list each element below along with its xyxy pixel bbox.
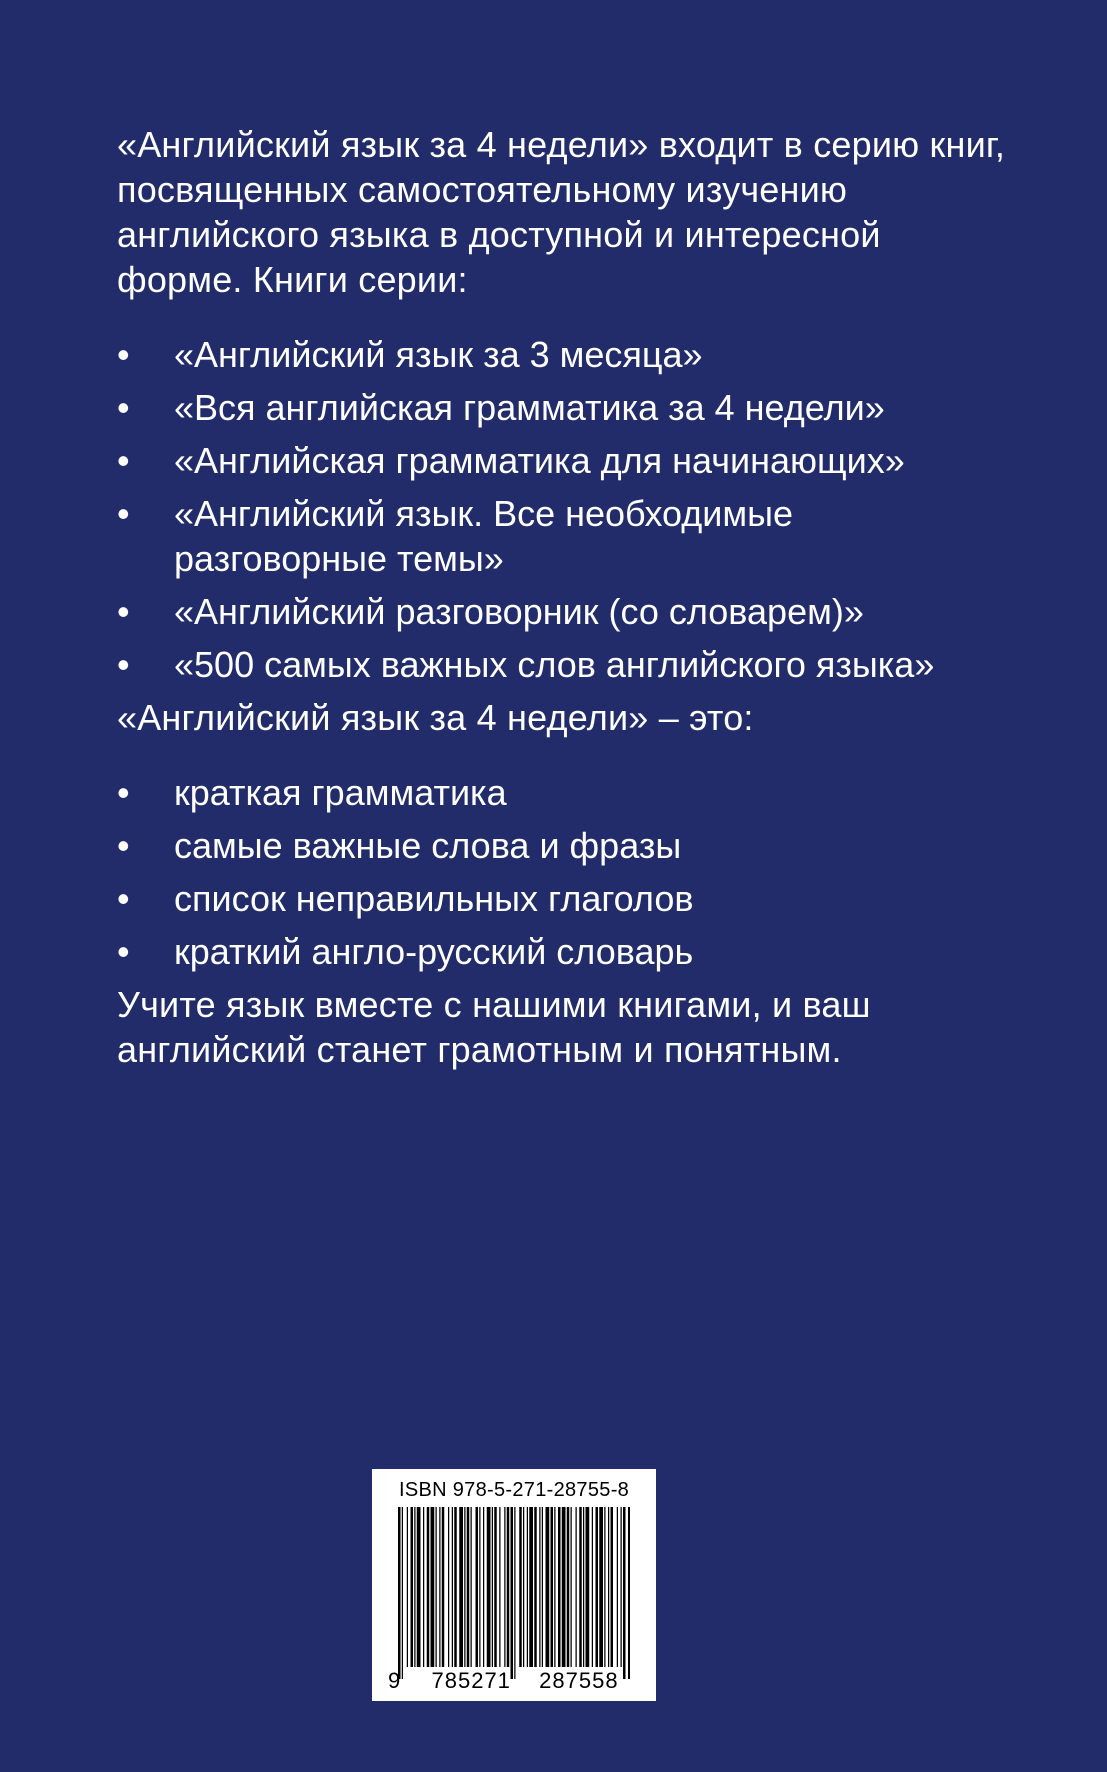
list-item: • «Вся английская грамматика за 4 недели»	[117, 387, 885, 428]
barcode-bar	[558, 1507, 561, 1667]
barcode-bar	[576, 1507, 577, 1667]
barcode-bar	[562, 1507, 566, 1667]
ean-left-digits: 785271	[431, 1668, 511, 1693]
barcode-bar	[504, 1507, 505, 1667]
bullet-icon: •	[117, 644, 130, 685]
barcode-bar	[608, 1507, 609, 1667]
barcode-bar	[617, 1507, 618, 1667]
back-cover-text	[117, 122, 1007, 1072]
barcode-bar	[539, 1507, 540, 1667]
list-item: • краткая грамматика	[117, 772, 507, 813]
features-list	[117, 770, 1007, 974]
bullet-icon: •	[117, 931, 130, 972]
bullet-icon: •	[117, 825, 130, 866]
closing-paragraph: Учите язык вместе с нашими книгами, и ваш английский станет грамотным и понятным.	[117, 984, 871, 1070]
bullet-icon: •	[117, 387, 130, 428]
features-title: «Английский язык за 4 недели» – это:	[117, 697, 754, 738]
barcode-bar	[546, 1507, 550, 1667]
barcode-bar	[567, 1507, 570, 1667]
barcode-bar	[423, 1507, 424, 1667]
list-item: • самые важные слова и фразы	[117, 825, 682, 866]
list-item: • «Английский язык за 3 месяца»	[117, 334, 703, 375]
barcode-bar	[527, 1507, 528, 1667]
isbn-barcode	[372, 1469, 656, 1701]
barcode-bar	[579, 1507, 582, 1667]
list-item: • «Английский разговорник (со словарем)»	[117, 591, 864, 632]
barcode-bar	[417, 1507, 421, 1667]
barcode-bar	[583, 1507, 584, 1667]
barcode-bar	[507, 1507, 510, 1667]
barcode-bar	[529, 1507, 533, 1667]
barcode-bar	[459, 1507, 463, 1667]
barcode-bar	[436, 1507, 437, 1667]
intro-paragraph: «Английский язык за 4 недели» входит в серию книг, посвященных самостоятельному изучению английского языка в доступной и интересной форме. Книги серии:	[117, 124, 1006, 300]
barcode-bar	[499, 1507, 500, 1667]
barcode-bar	[514, 1507, 515, 1679]
barcode-bar	[596, 1507, 599, 1667]
barcode-bar	[414, 1507, 415, 1667]
barcode-bar	[623, 1507, 626, 1679]
barcode-bar	[448, 1507, 449, 1667]
barcode-bar	[487, 1507, 491, 1667]
barcode-bar	[554, 1507, 555, 1667]
isbn-label: ISBN 978-5-271-28755-8	[399, 1479, 630, 1501]
barcode-bar	[586, 1507, 590, 1667]
barcode-bar	[604, 1507, 605, 1667]
barcode-bar	[571, 1507, 572, 1667]
ean-lead-digit: 9	[388, 1668, 402, 1693]
barcode-bar	[476, 1507, 479, 1667]
barcode-bar	[611, 1507, 614, 1667]
barcode-bar	[621, 1507, 622, 1667]
bullet-icon: •	[117, 772, 130, 813]
list-item: • «500 самых важных слов английского языка»	[117, 644, 935, 685]
barcode-bar	[592, 1507, 593, 1667]
barcode-bar	[439, 1507, 440, 1667]
barcode-bar	[523, 1507, 524, 1667]
list-item: • краткий англо-русский словарь	[117, 931, 694, 972]
series-list	[117, 332, 1007, 687]
bullet-icon: •	[117, 878, 130, 919]
barcode-bar	[452, 1507, 453, 1667]
barcode-bar	[402, 1507, 403, 1679]
ean-digits	[388, 1668, 638, 1694]
barcode-bar	[398, 1507, 401, 1679]
barcode-bar	[628, 1507, 630, 1679]
barcode-bar	[599, 1507, 603, 1667]
barcode-bar	[464, 1507, 465, 1667]
list-item: • «Английский язык. Все необходимые разговорные темы»	[117, 493, 794, 579]
bullet-icon: •	[117, 591, 130, 632]
barcode-bar	[431, 1507, 435, 1667]
barcode-bars-icon	[398, 1507, 630, 1679]
barcode-bar	[454, 1507, 457, 1667]
barcode-bar	[479, 1507, 480, 1667]
ean-right-digits: 287558	[539, 1668, 619, 1693]
barcode-bar	[467, 1507, 470, 1667]
barcode-bar	[511, 1507, 514, 1679]
list-item: • список неправильных глаголов	[117, 878, 694, 919]
barcode-bar	[519, 1507, 522, 1667]
bullet-icon: •	[117, 334, 130, 375]
barcode-bar	[534, 1507, 537, 1667]
barcode-bar	[471, 1507, 472, 1667]
barcode-bar	[442, 1507, 445, 1667]
bullet-icon: •	[117, 440, 130, 481]
bullet-icon: •	[117, 493, 130, 534]
list-item: • «Английская грамматика для начинающих»	[117, 440, 905, 481]
barcode-bar	[407, 1507, 408, 1667]
barcode-bar	[494, 1507, 497, 1667]
barcode-bar	[542, 1507, 543, 1667]
barcode-bar	[551, 1507, 554, 1667]
barcode-bar	[411, 1507, 414, 1667]
barcode-bar	[427, 1507, 430, 1667]
barcode-bar	[483, 1507, 484, 1667]
barcode-bar	[492, 1507, 493, 1667]
